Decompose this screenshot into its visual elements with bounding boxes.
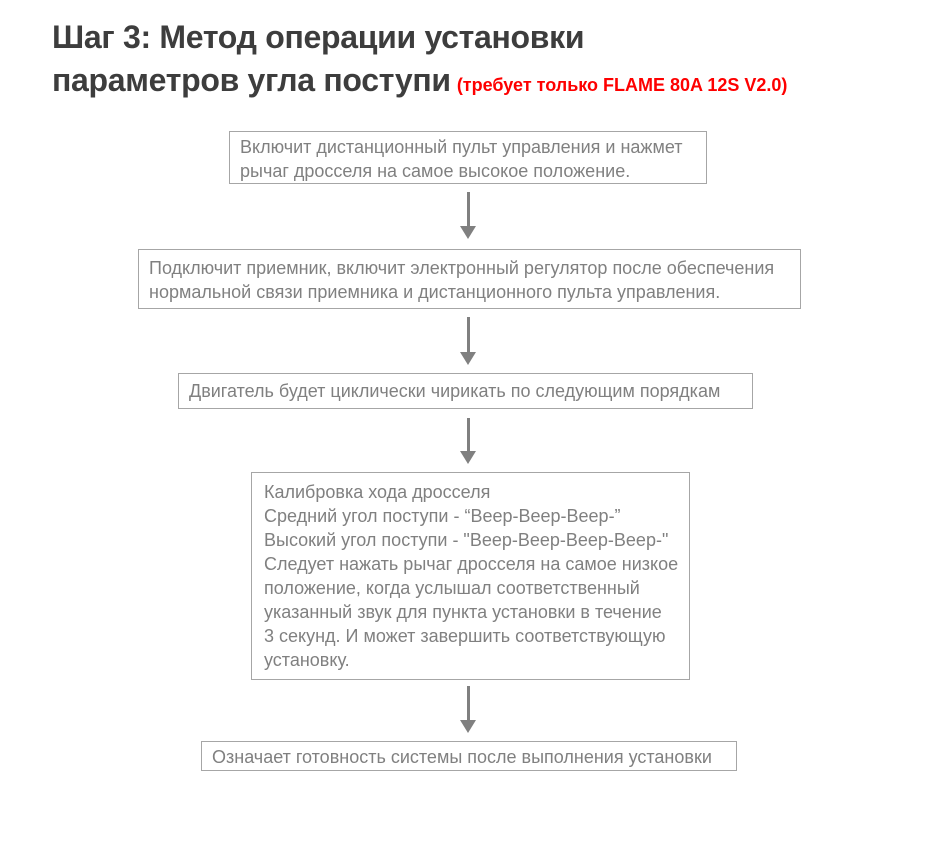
step-2-line-2: нормальной связи приемника и дистанционного пульта управления. <box>149 282 721 302</box>
arrow-shaft <box>467 686 470 720</box>
step-4-line-3: Высокий угол поступи - "Beep-Beep-Beep-Beep-" <box>264 530 669 550</box>
arrow-shaft <box>467 418 470 451</box>
step-3-line-1: Двигатель будет циклически чирикать по следующим порядкам <box>189 381 721 401</box>
page-title-line1: Шаг 3: Метод операции установки <box>52 19 585 55</box>
step-1-line-1: Включит дистанционный пульт управления и нажмет <box>240 137 683 157</box>
step-4-line-6: указанный звук для пункта установки в течение <box>264 602 662 622</box>
arrow-head-icon <box>460 352 476 365</box>
step-4-line-1: Калибровка хода дросселя <box>264 482 491 502</box>
arrow-head-icon <box>460 226 476 239</box>
step-4-line-8: установку. <box>264 650 350 670</box>
arrow-head-icon <box>460 720 476 733</box>
step-box-3 <box>178 373 753 409</box>
page-title-line2-row <box>52 59 787 107</box>
down-arrow-1 <box>460 192 476 239</box>
page-title <box>52 16 787 107</box>
step-box-2 <box>138 249 801 309</box>
arrow-shaft <box>467 317 470 352</box>
down-arrow-4 <box>460 686 476 733</box>
page-title-line2: параметров угла поступи <box>52 62 451 98</box>
step-box-1 <box>229 131 707 184</box>
step-box-5 <box>201 741 737 771</box>
down-arrow-3 <box>460 418 476 464</box>
step-4-line-2: Средний угол поступи - “Beep-Beep-Beep-” <box>264 506 621 526</box>
title-note: (требует только FLAME 80A 12S V2.0) <box>456 75 788 95</box>
step-4-line-7: 3 секунд. И может завершить соответствующую <box>264 626 666 646</box>
arrow-shaft <box>467 192 470 226</box>
step-2-line-1: Подключит приемник, включит электронный регулятор после обеспечения <box>149 258 775 278</box>
down-arrow-2 <box>460 317 476 365</box>
step-5-line-1: Означает готовность системы после выполнения установки <box>212 747 712 767</box>
arrow-head-icon <box>460 451 476 464</box>
step-4-line-5: положение, когда услышал соответственный <box>264 578 640 598</box>
step-box-4 <box>251 472 690 680</box>
step-4-line-4: Следует нажать рычаг дросселя на самое низкое <box>264 554 679 574</box>
step-1-line-2: рычаг дросселя на самое высокое положение. <box>240 161 631 181</box>
